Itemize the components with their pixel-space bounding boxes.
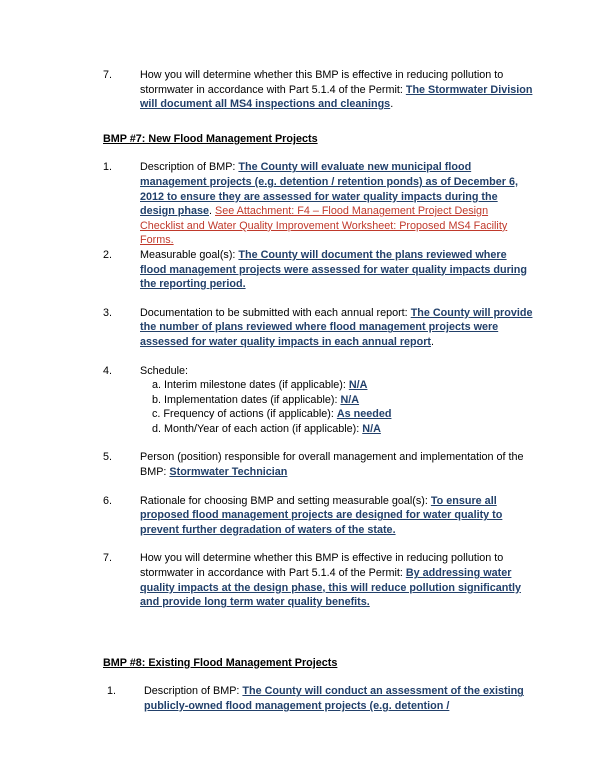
list-item	[103, 306, 534, 350]
list-item-body	[140, 494, 534, 538]
item-trailing-text: .	[209, 205, 215, 218]
sub-item-response: As needed	[336, 408, 392, 421]
spacer	[103, 480, 534, 494]
list-item	[103, 364, 534, 379]
list-item	[103, 160, 534, 248]
item-trailing-text: .	[431, 335, 435, 348]
bmp7-heading: BMP #7: New Flood Management Projects	[103, 132, 318, 145]
list-item-number: 7.	[103, 69, 113, 81]
item-response-text: By addressing water quality impacts at the design phase, this will reduce pollution significantly and provide long term water quality benefits.	[140, 567, 521, 609]
item-lead-text: Documentation to be submitted with each annual report:	[140, 306, 411, 319]
sub-list-item	[103, 422, 534, 437]
bmp8-heading: BMP #8: Existing Flood Management Projects	[103, 656, 338, 669]
item-response-text: Stormwater Technician	[169, 466, 288, 479]
list-item-body	[140, 68, 534, 112]
list-item-number: 5.	[103, 451, 113, 464]
item-attachment-reference: See Attachment: F4 – Flood Management Project Design Checklist and Water Quality Improvement Worksheet: Proposed MS4 Facility Forms.	[140, 205, 508, 247]
list-item-number: 7.	[103, 552, 113, 565]
item-lead-text: Description of BMP:	[140, 161, 239, 174]
list-item	[103, 248, 534, 292]
spacer	[103, 112, 534, 132]
spacer	[103, 610, 534, 656]
item-lead-text: How you will determine whether this BMP is effective in reducing pollution to stormwater in accordance with Part 5.1.4 of the Permit:	[140, 69, 504, 96]
list-item-number: 2.	[103, 248, 113, 261]
list-item-number: 1.	[107, 685, 117, 698]
sub-list-item	[103, 393, 534, 408]
list-item	[103, 494, 534, 538]
list-item	[103, 68, 534, 112]
list-item-body	[144, 684, 534, 713]
item-response-text: To ensure all proposed flood management projects are designed for water quality to prevent further degradation of waters of the state.	[140, 494, 503, 536]
item-lead-text: Description of BMP:	[144, 685, 243, 698]
list-item-number: 3.	[103, 306, 113, 319]
spacer	[103, 537, 534, 551]
sub-item-response: N/A	[362, 422, 381, 435]
spacer	[103, 292, 534, 306]
list-item-body	[140, 160, 534, 248]
list-item-number: 4.	[103, 364, 113, 377]
spacer	[103, 146, 534, 160]
list-item-number: 6.	[103, 494, 113, 507]
sub-item-response: N/A	[340, 393, 360, 406]
list-item-body	[140, 248, 534, 292]
item-lead-text: Rationale for choosing BMP and setting measurable goal(s):	[140, 494, 431, 507]
item-response-text: The County will provide the number of plans reviewed where flood management projects were assessed for water quality impacts in each annual report	[140, 306, 533, 348]
sub-item-label: a. Interim milestone dates (if applicable):	[152, 379, 349, 392]
spacer	[103, 436, 534, 450]
item-lead-text: Person (position) responsible for overall management and implementation of the BMP:	[140, 451, 524, 479]
list-item-body	[140, 450, 534, 479]
item-response-text: The County will document the plans reviewed where flood management projects were assessed for water quality impacts during the reporting period.	[140, 248, 527, 291]
sub-item-response: N/A	[348, 379, 368, 392]
item-response-text: The County will evaluate new municipal flood management projects (e.g. detention / retention ponds) as of December 6, 2012 to ensure they are assessed for water quality impacts during the design phase	[140, 161, 518, 218]
sub-item-label: c. Frequency of actions (if applicable):	[152, 408, 337, 421]
list-item	[103, 450, 534, 479]
list-item	[103, 551, 534, 609]
sub-item-label: d. Month/Year of each action (if applicable):	[152, 422, 363, 435]
sub-item-label: b. Implementation dates (if applicable):	[152, 393, 341, 406]
sub-list-item	[103, 378, 534, 393]
list-item-body	[140, 306, 534, 350]
list-item-body	[140, 551, 534, 609]
sub-list-item	[103, 407, 534, 422]
list-item-number: 1.	[103, 161, 113, 174]
list-item	[103, 684, 534, 713]
spacer	[103, 350, 534, 364]
list-item-body: Schedule:	[140, 364, 189, 377]
item-trailing-text: .	[390, 98, 394, 111]
item-lead-text: Measurable goal(s):	[140, 248, 239, 261]
spacer	[103, 670, 534, 684]
item-lead-text: How you will determine whether this BMP is effective in reducing pollution to stormwater in accordance with Part 5.1.4 of the Permit:	[140, 552, 504, 580]
item-response-text: The County will conduct an assessment of the existing publicly-owned flood management projects (e.g. detention /	[144, 685, 524, 712]
item-response-text: The Stormwater Division will document all MS4 inspections and cleanings	[140, 83, 533, 111]
